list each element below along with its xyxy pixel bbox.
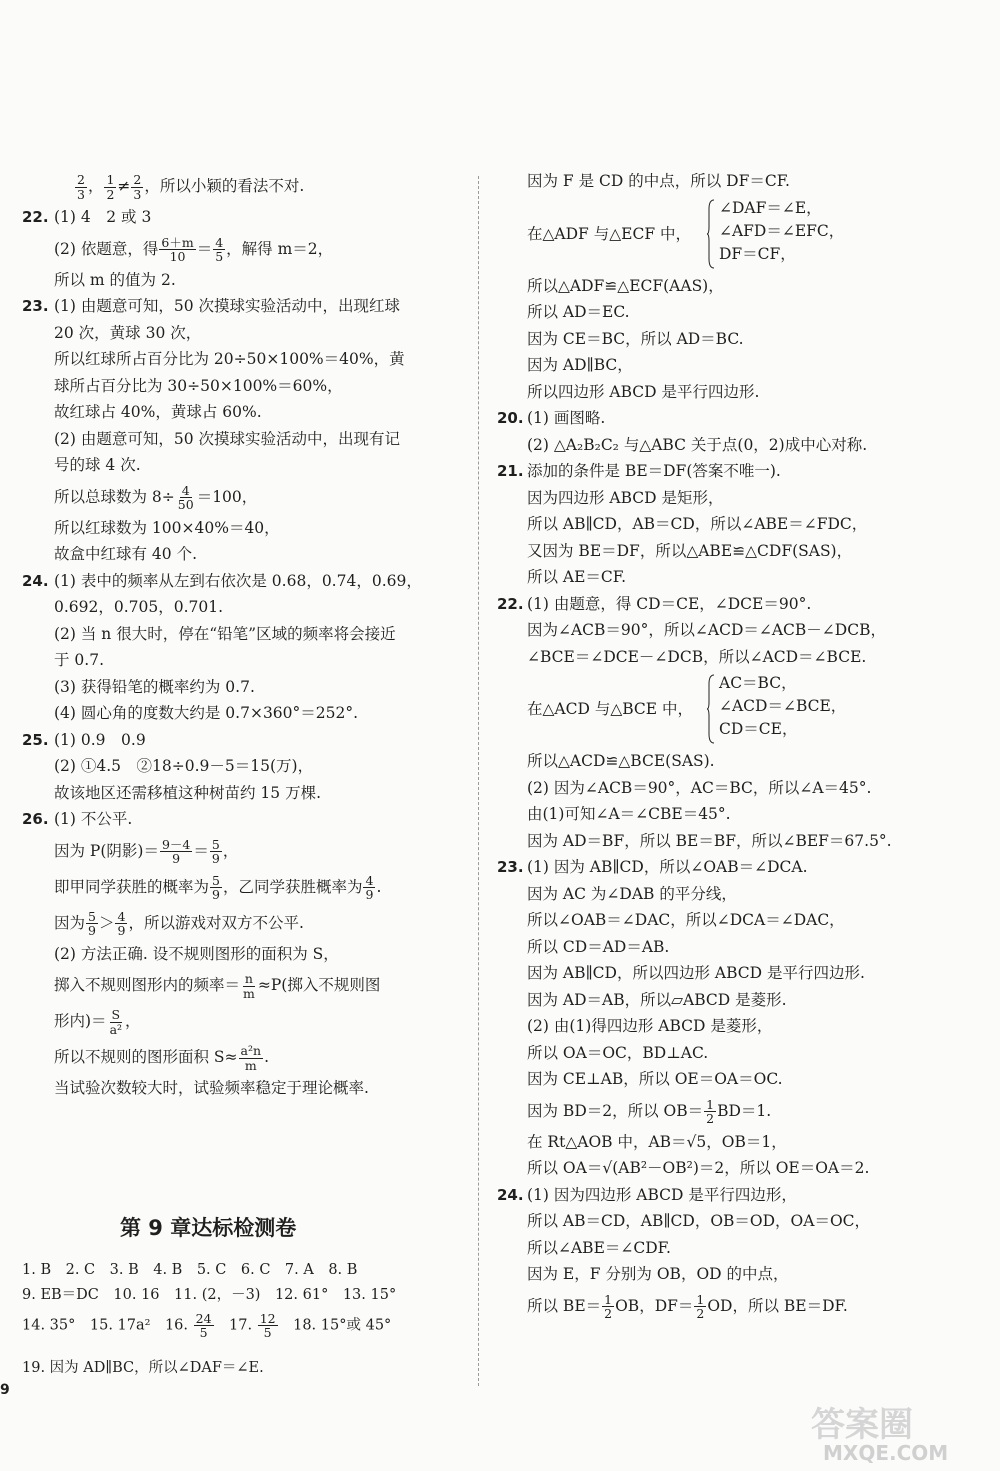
brace-icon (707, 674, 715, 744)
equation-system: 在△ACD 与△BCE 中， AC＝BC， ∠ACD＝∠BCE， CD＝CE， (497, 670, 975, 748)
answer-row: 19. 因为 AD∥BC，所以∠DAF＝∠E. (22, 1360, 264, 1376)
svg-text:答案圈: 答案圈 (811, 1405, 913, 1445)
answer-row: 1. B 2. C 3. B 4. B 5. C 6. C 7. A 8. B (22, 1262, 358, 1278)
answer-row: 9. EB＝DC 10. 16 11. (2，－3) 12. 61° 13. 15° (22, 1287, 397, 1303)
svg-text:MXQE.COM: MXQE.COM (823, 1441, 949, 1464)
question-24: 24. (1) 表中的频率从左到右依次是 0.68，0.74，0.69， (22, 571, 422, 590)
answer-line: 所以 m 的值为 2. (54, 270, 176, 289)
question-26: 26. (1) 不公平. (22, 810, 133, 828)
equation-system: 在△ADF 与△ECF 中， ∠DAF＝∠E， ∠AFD＝∠EFC， DF＝CF， (497, 195, 975, 273)
fraction: $\frac{2}{3}$ (77, 172, 85, 202)
answer-row: 14. 35° 15. 17a² 16. $\frac{24}{5}$ 17. $\frac{12}{5}$ 18. 15°或 45° (22, 1311, 392, 1341)
chapter-title: 第 9 章达标检测卷 (120, 1216, 297, 1240)
question-23: 23. (1) 因为 AB∥CD，所以∠OAB＝∠DCA. (497, 858, 808, 876)
answer-line: $\frac{2}{3}$ ， $\frac{1}{2}$ ≠ $\frac{2}{3}$ ，所以小颖的看法不对. (77, 172, 305, 202)
question-24: 24. (1) 因为四边形 ABCD 是平行四边形， (497, 1185, 797, 1204)
question-22: 22. (1) 4 2 或 3 (22, 208, 152, 226)
column-divider (478, 176, 479, 1386)
right-column: 因为 F 是 CD 的中点，所以 DF＝CF. 在△ADF 与△ECF 中， ∠DAF＝∠E， ∠AFD＝∠EFC， DF＝CF， 所以△ADF≌△ECF(AAS)， 所以 AD＝EC. 因为 CE＝BC，所以 AD＝BC. 因为 AD∥BC， 所以四边形 ABCD 是平行四边形. 20. (1) 画图略. (2) △A₂B₂C₂ 与△ABC 关于点(0，2)成中心对称. 21. 添加的条件是 BE＝DF(答案不唯一). 因为四边形 ABCD 是矩形， 所以 AB∥CD，AB＝CD，所以∠ABE＝∠FDC， 又因为 BE＝DF，所以△ABE≌△CDF(SAS)， 所以 AE＝CF. 22. (1) 由题意，得 CD＝CE，∠DCE＝90°. 因为∠ACB＝90°，所以∠ACD＝∠ACB－∠DCB， ∠BCE＝∠DCE－∠DCB，所以∠ACD＝∠BCE. 在△ACD 与△BCE 中， AC＝BC， ∠ACD＝∠BCE， CD＝CE， 所以△ACD≌△BCE(SAS). (2) 因为∠ACB＝90°，AC＝BC，所以∠A＝45°. 由(1)可知∠A＝∠CBE＝45°. 因为 AD＝BF，所以 BE＝BF，所以∠BEF＝67.5°. 23. (1) 因为 AB∥CD，所以∠OAB＝∠DCA. 因为 AC 为∠DAB 的平分线， 所以∠OAB＝∠DAC，所以∠DCA＝∠DAC， 所以 CD＝AD＝AB. 因为 AB∥CD，所以四边形 ABCD 是平行四边形. 因为 AD＝AB，所以▱ABCD 是菱形. (2) 由(1)得四边形 ABCD 是菱形， 所以 OA＝OC，BD⊥AC. 因为 CE⊥AB，所以 OE＝OA＝OC. 因为 BD＝2，所以 OB＝ $\frac{1}{2}$ BD＝1. 在 Rt△AOB 中，AB＝√5，OB＝1， 所以 OA＝√(AB²－OB²)＝2，所以 OE＝OA＝2. 24. (1) 因为四边形 ABCD 是平行四边形， 所以 AB＝CD，AB∥CD，OB＝OD，OA＝OC， 所以∠ABE＝∠CDF. 因为 E，F 分别为 OB，OD 的中点， 所以 BE＝ $\frac{1}{2}$ OB，DF＝ $\frac{1}{2}$ OD，所以 BE＝DF. (497, 168, 975, 1324)
watermark-logo (801, 1400, 986, 1464)
answer-line: (2) 依题意，得 $\frac{6+m}{10}$ ＝ $\frac{4}{5}$ ，解得 m＝2， (54, 234, 334, 264)
brace-icon (707, 199, 715, 269)
question-21: 21. 添加的条件是 BE＝DF(答案不唯一). (497, 462, 781, 480)
left-column: $\frac{2}{3}$ ， $\frac{1}{2}$ ≠ $\frac{2}{3}$ ，所以小颖的看法不对. 22. (1) 4 2 或 3 (2) 依题意，得 $\frac{6+m}{10}$ ＝ $\frac{4}{5}$ ，解得 m＝2， 所以 m 的值为 2. 23. (1) 由题意可知，50 次摸球实验活动中，出现红球 20 次，黄球 30 次， 所以红球所占百分比为 20÷50×100%＝40%，黄 球所占百分比为 30÷50×100%＝60%， 故红球占 40%，黄球占 60%. (2) 由题意可知，50 次摸球实验活动中，出现有记 号的球 4 次. 所以总球数为 8÷ $\frac{4}{50}$ ＝100， 所以红球数为 100×40%＝40， 故盒中红球有 40 个. 24. (1) 表中的频率从左到右依次是 0.68，0.74，0.69， 0.692，0.705，0.701. (2) 当 n 很大时，停在“铅笔”区域的频率将会接近 于 0.7. (3) 获得铅笔的概率约为 0.7. (4) 圆心角的度数大约是 0.7×360°＝252°. 25. (1) 0.9 0.9 (2) ①4.5 ②18÷0.9－5＝15(万)， 故该地区还需移植这种树苗约 15 万棵. 26. (1) 不公平. 因为 P(阴影)＝ $\frac{9-4}{9}$ ＝ $\frac{5}{9}$ ， 即甲同学获胜的概率为 $\frac{5}{9}$ ，乙同学获胜概率为 $\frac{4}{9}$ . 因为 $\frac{5}{9}$ ＞ $\frac{4}{9}$ ，所以游戏对双方不公平. (2) 方法正确. 设不规则图形的面积为 S， 掷入不规则图形内的频率＝ $\frac{n}{m}$ ≈P(掷入不规则图 形内)＝ $\frac{S}{\text{a²}}$ ， 所以不规则的图形面积 S≈ $\frac{\text{a²n}}{m}$ . 当试验次数较大时，试验频率稳定于理论概率. (22, 168, 460, 1102)
question-23: 23. (1) 由题意可知，50 次摸球实验活动中，出现红球 (22, 297, 401, 315)
fraction: $\frac{1}{2}$ (106, 172, 115, 202)
page-number: 9 (0, 1382, 10, 1398)
question-25: 25. (1) 0.9 0.9 (22, 730, 146, 749)
question-20: 20. (1) 画图略. (497, 409, 606, 427)
question-22: 22. (1) 由题意，得 CD＝CE，∠DCE＝90°. (497, 594, 812, 613)
fraction: $\frac{2}{3}$ (133, 172, 142, 202)
